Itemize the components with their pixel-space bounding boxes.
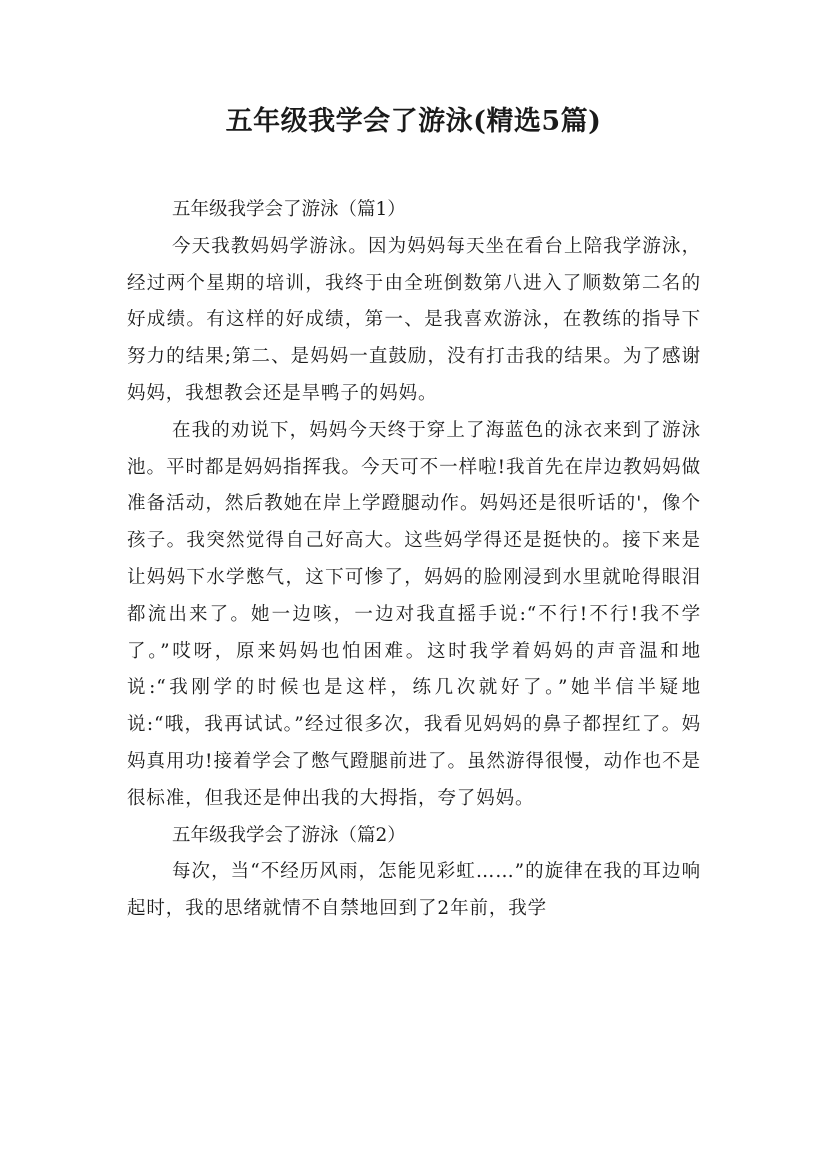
paragraph: 今天我教妈妈学游泳。因为妈妈每天坐在看台上陪我学游泳，经过两个星期的培训，我终于由全班倒数第八进入了顺数第二名的好成绩。有这样的好成绩，第一、是我喜欢游泳，在教练的指导下努力的结果;第二、是妈妈一直鼓励，没有打击我的结果。为了感谢妈妈，我想教会还是旱鸭子的妈妈。 [127,235,701,404]
paragraph: 每次，当“不经历风雨，怎能见彩虹……”的旋律在我的耳边响起时，我的思绪就情不自禁地回到了2年前，我学 [127,861,701,920]
document-title: 五年级我学会了游泳(精选5篇) [225,106,602,137]
paragraph: 在我的劝说下，妈妈今天终于穿上了海蓝色的泳衣来到了游泳池。平时都是妈妈指挥我。今天可不一样啦!我首先在岸边教妈妈做准备活动，然后教她在岸上学蹬腿动作。妈妈还是很听话的'，像个孩子。我突然觉得自己好高大。这些妈学得还是挺快的。接下来是让妈妈下水学憋气，这下可惨了，妈妈的脸刚浸到水里就呛得眼泪都流出来了。她一边咳，一边对我直摇手说:“不行!不行!我不学了。”哎呀，原来妈妈也怕困难。这时我学着妈妈的声音温和地说:“我刚学的时候也是这样，练几次就好了。”她半信半疑地说:“哦，我再试试。”经过很多次，我看见妈妈的鼻子都捏红了。妈妈真用功!接着学会了憋气蹬腿前进了。虽然游得很慢，动作也不是很标准，但我还是伸出我的大拇指，夸了妈妈。 [127,419,701,809]
section-heading-1: 五年级我学会了游泳（篇1） [172,199,406,220]
section-heading-2: 五年级我学会了游泳（篇2） [172,824,406,846]
document-body [127,192,701,928]
